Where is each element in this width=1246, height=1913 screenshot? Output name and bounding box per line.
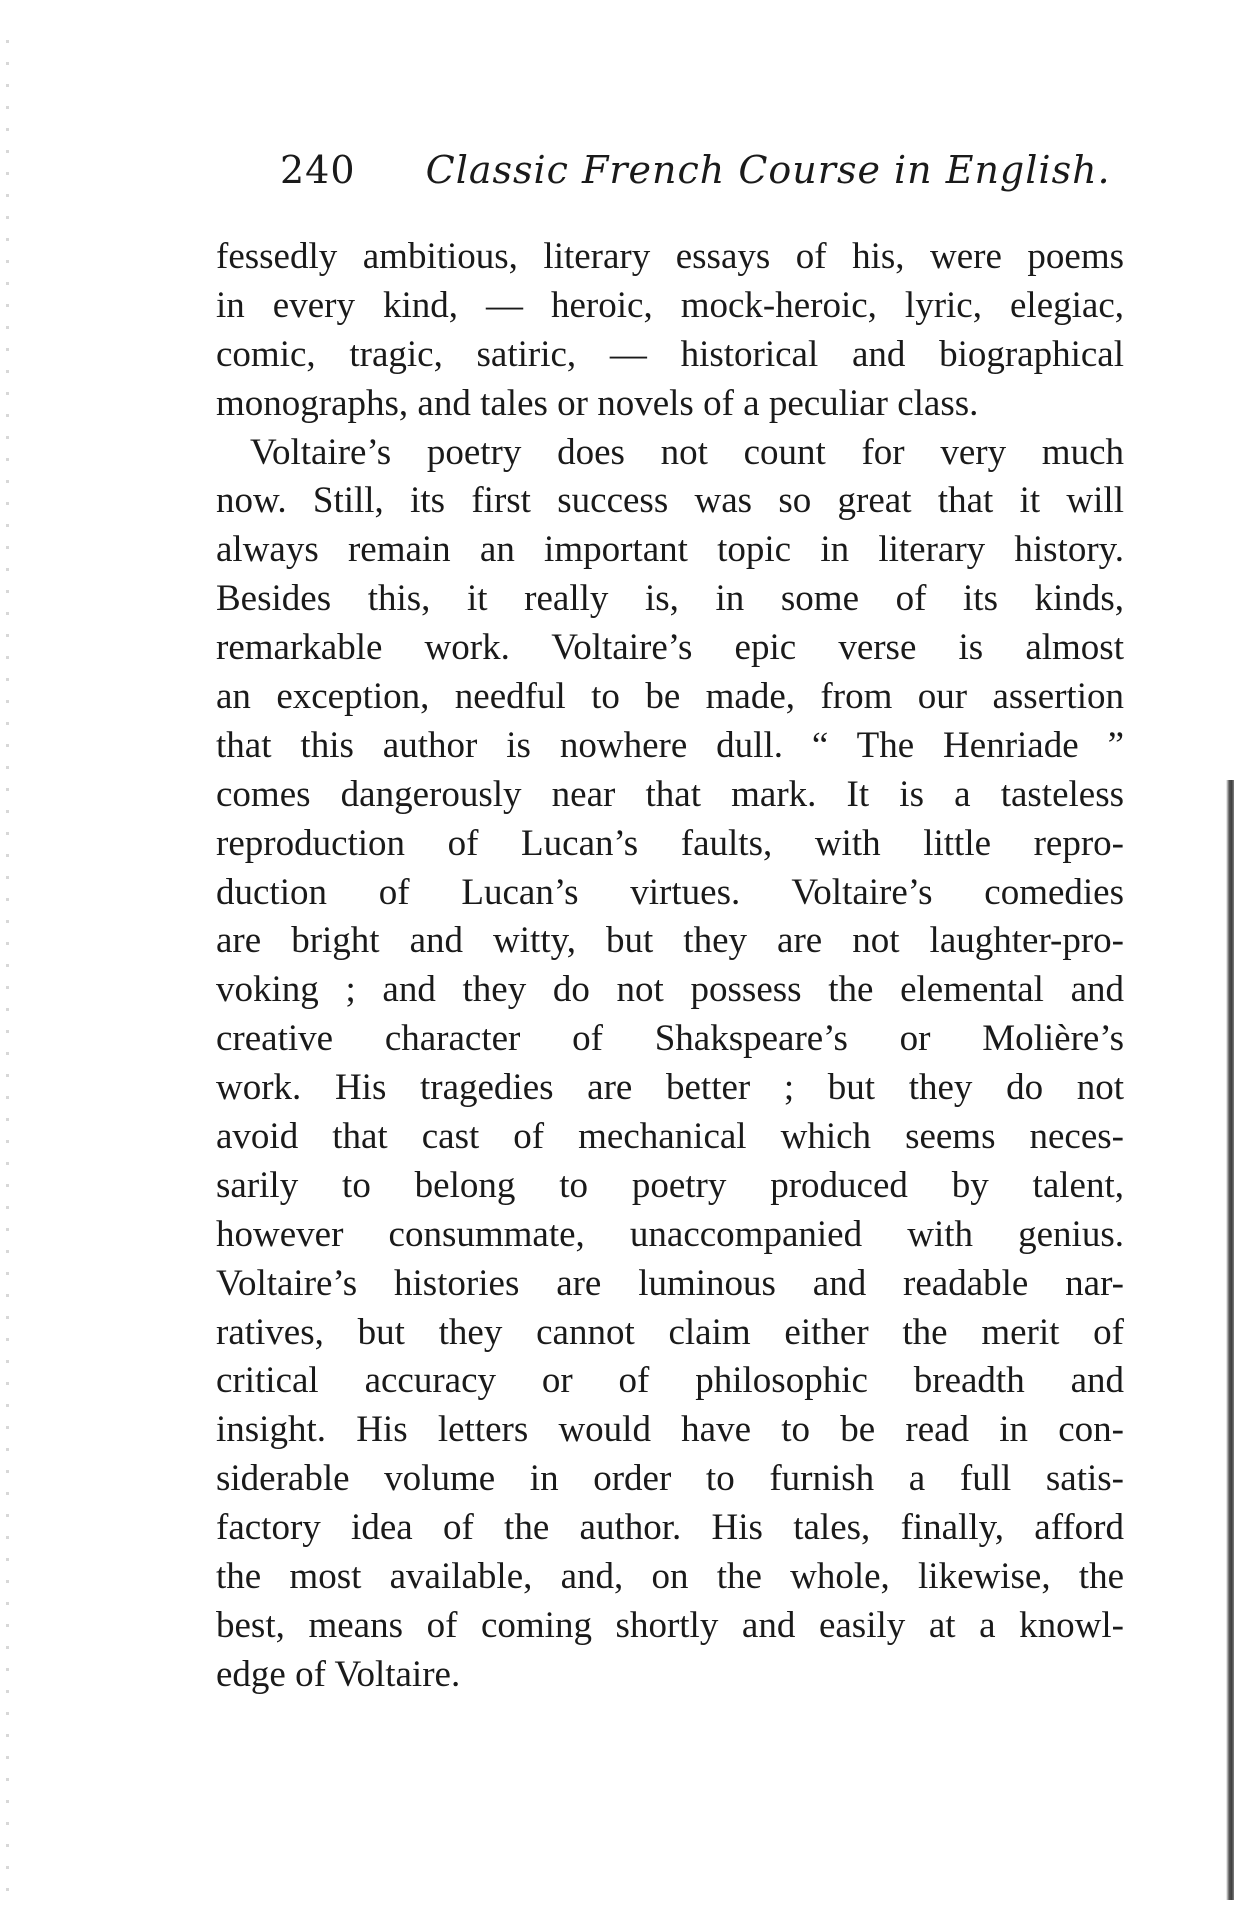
text-line: in every kind, — heroic, mock-heroic, lyric, elegiac, bbox=[216, 284, 1124, 326]
text-line: siderable volume in order to furnish a full satis- bbox=[216, 1458, 1124, 1500]
text-line: fessedly ambitious, literary essays of his, were poems bbox=[216, 236, 1124, 277]
text-line: remarkable work. Voltaire’s epic verse is almost bbox=[216, 627, 1124, 669]
running-title: Classic French Course in English. bbox=[425, 148, 1111, 192]
text-line: best, means of coming shortly and easily at a knowl- bbox=[216, 1604, 1124, 1646]
text-line: the most available, and, on the whole, likewise, the bbox=[216, 1556, 1124, 1598]
text-line: comic, tragic, satiric, — historical and biographical bbox=[216, 333, 1124, 375]
text-line: always remain an important topic in literary history. bbox=[216, 529, 1124, 571]
text-line: an exception, needful to be made, from our assertion bbox=[216, 676, 1124, 718]
text-line: Voltaire’s histories are luminous and readable nar- bbox=[216, 1262, 1124, 1304]
text-line: duction of Lucan’s virtues. Voltaire’s comedies bbox=[216, 871, 1124, 913]
text-line: however consummate, unaccompanied with genius. bbox=[216, 1213, 1124, 1255]
text-line: monographs, and tales or novels of a peculiar class. bbox=[216, 382, 979, 424]
text-line: sarily to belong to poetry produced by talent, bbox=[216, 1164, 1124, 1206]
text-line: edge of Voltaire. bbox=[216, 1653, 461, 1695]
body-text bbox=[216, 233, 1124, 1700]
text-line: critical accuracy or of philosophic breadth and bbox=[216, 1360, 1124, 1402]
text-line: creative character of Shakspeare’s or Molière’s bbox=[216, 1018, 1124, 1060]
text-line: factory idea of the author. His tales, finally, afford bbox=[216, 1507, 1124, 1549]
text-line: insight. His letters would have to be read in con- bbox=[216, 1409, 1124, 1451]
text-line: comes dangerously near that mark. It is a tasteless bbox=[216, 773, 1124, 815]
running-head bbox=[280, 148, 1111, 208]
scan-binding-edge bbox=[1226, 780, 1234, 1900]
text-line: now. Still, its first success was so great that it will bbox=[216, 480, 1124, 522]
text-line: voking ; and they do not possess the elemental and bbox=[216, 969, 1124, 1011]
text-line: ratives, but they cannot claim either the merit of bbox=[216, 1311, 1124, 1353]
text-line: that this author is nowhere dull. “ The Henriade ” bbox=[216, 724, 1124, 766]
text-line: reproduction of Lucan’s faults, with little repro- bbox=[216, 822, 1124, 864]
text-line: work. His tragedies are better ; but they do not bbox=[216, 1067, 1124, 1109]
scan-margin-speckle bbox=[6, 40, 9, 1900]
text-line: Besides this, it really is, in some of its kinds, bbox=[216, 578, 1124, 620]
text-line: Voltaire’s poetry does not count for very much bbox=[250, 431, 1124, 473]
text-line: are bright and witty, but they are not laughter-pro- bbox=[216, 920, 1124, 962]
text-line: avoid that cast of mechanical which seems neces- bbox=[216, 1116, 1124, 1158]
page-number: 240 bbox=[280, 148, 356, 192]
